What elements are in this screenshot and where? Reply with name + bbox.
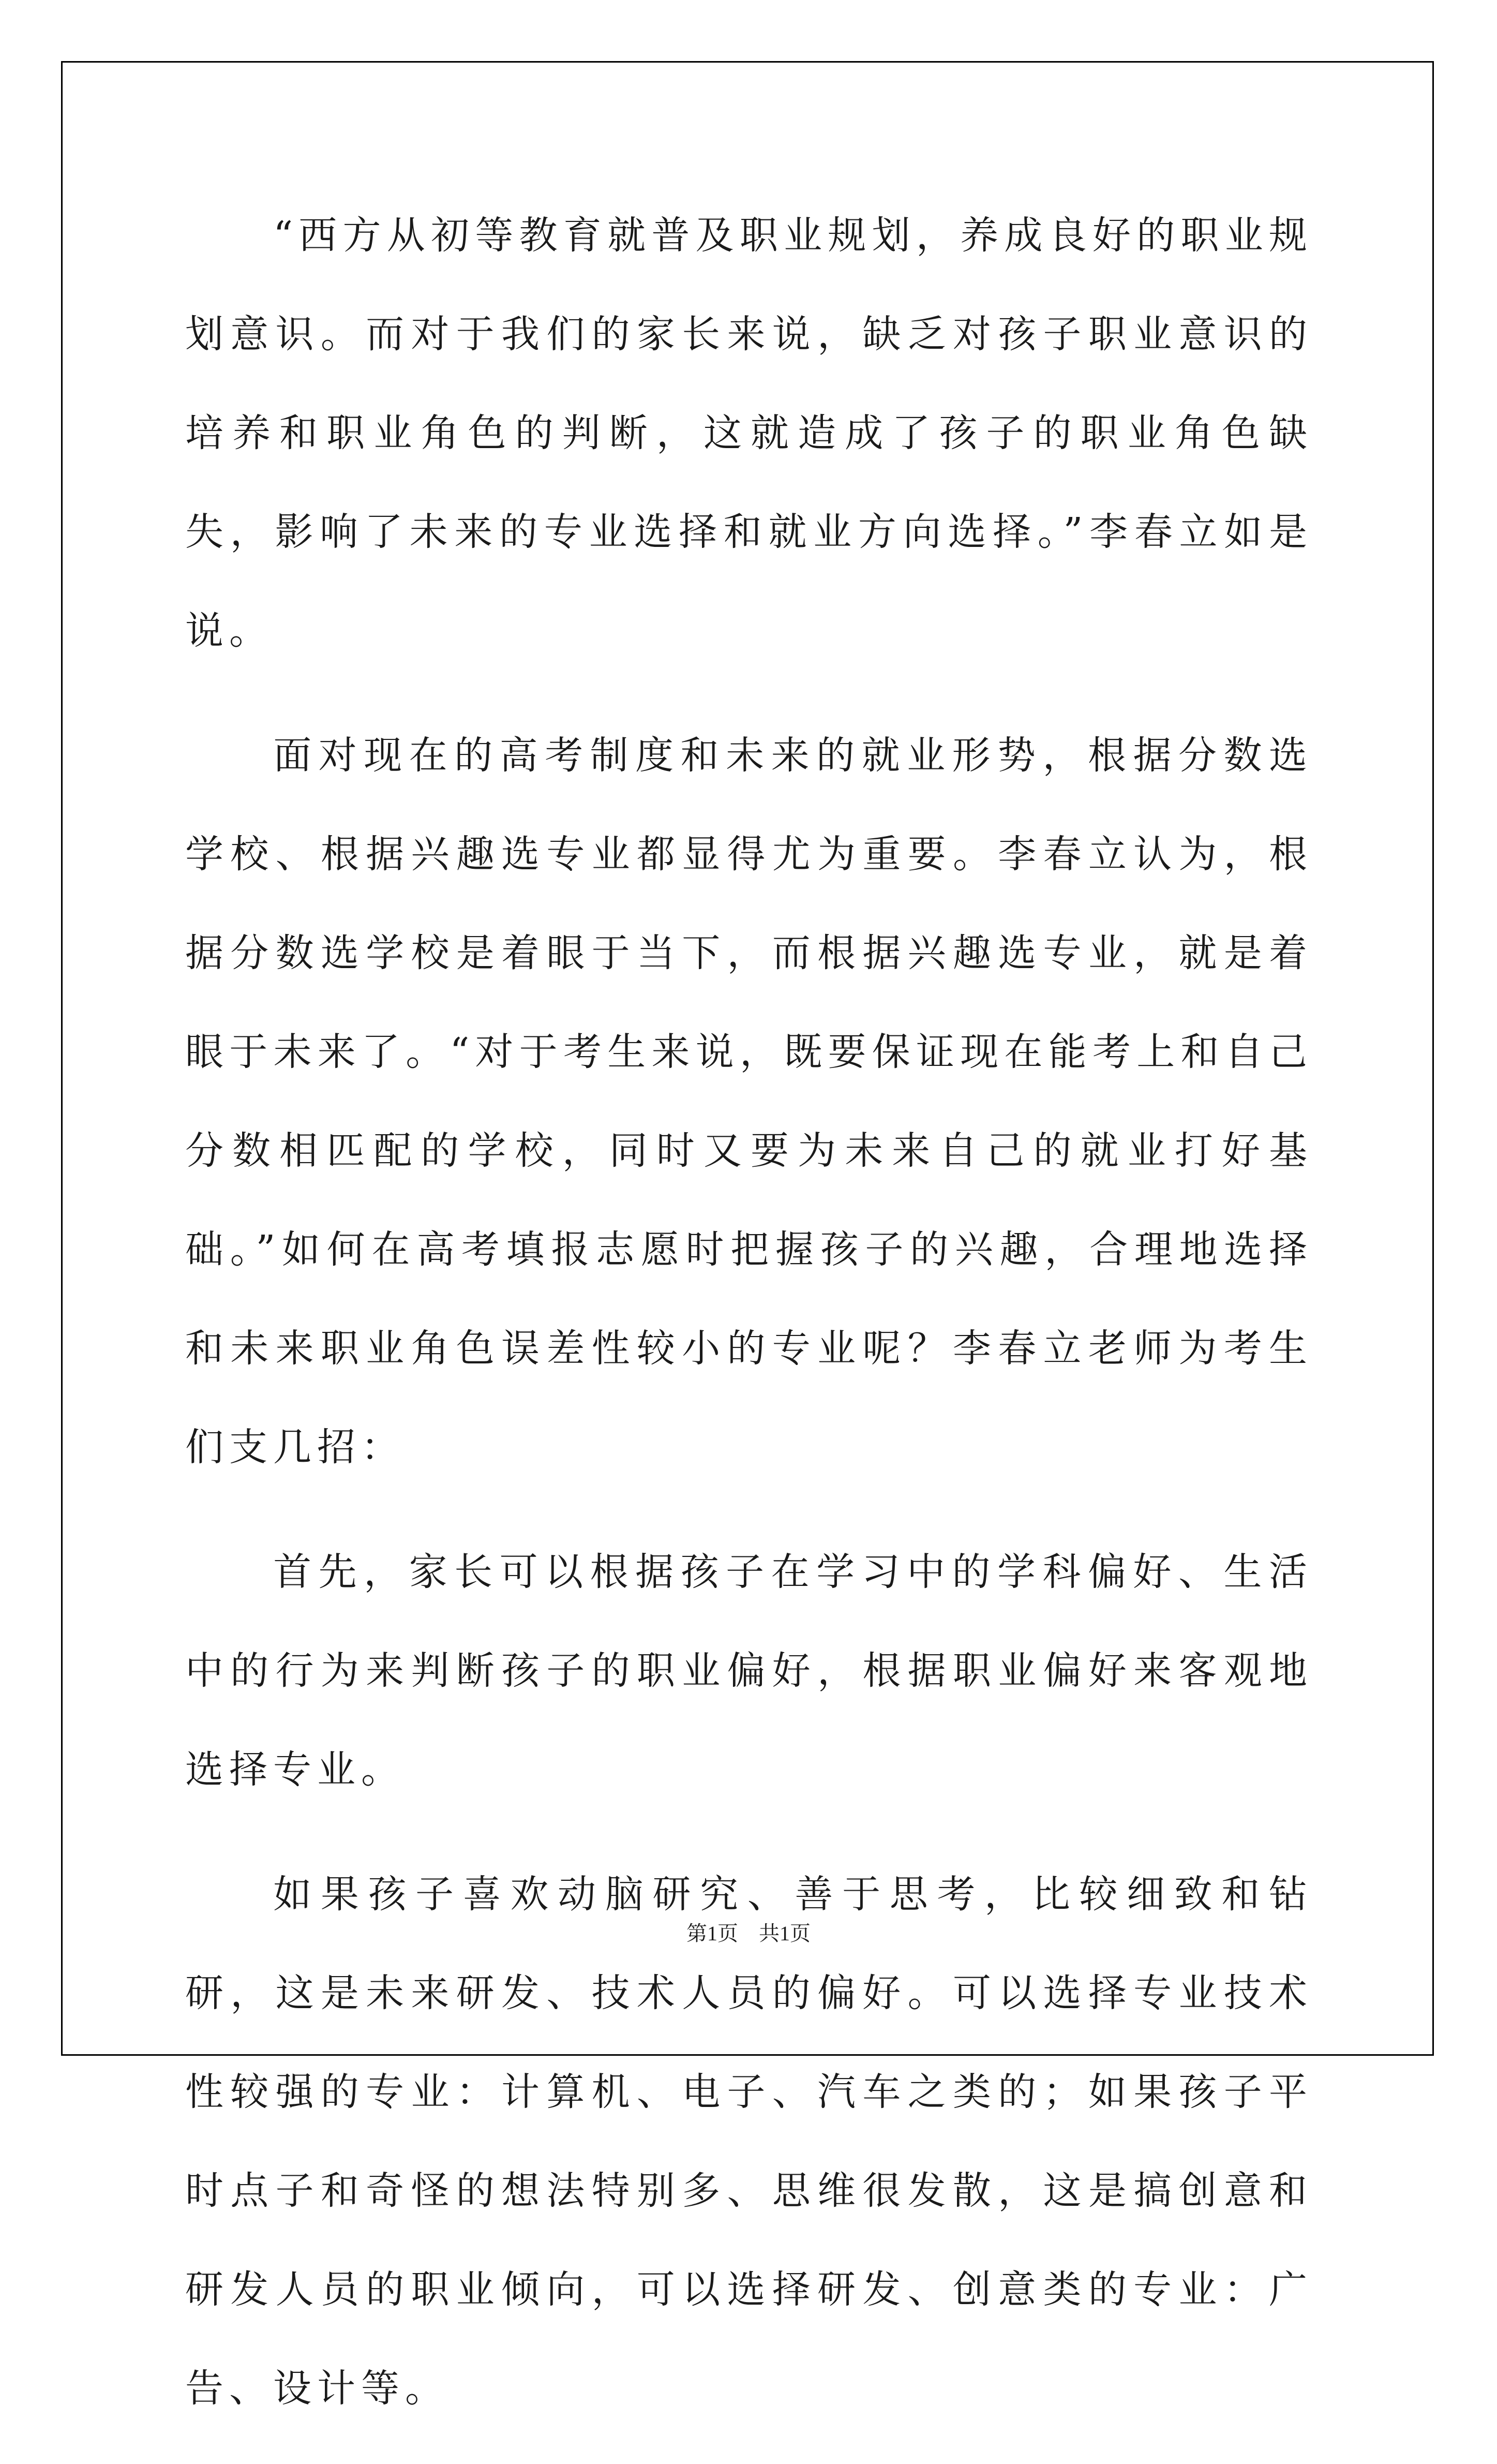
paragraph-1: “西方从初等教育就普及职业规划，养成良好的职业规划意识。而对于我们的家长来说，缺乏对孩子职业意识的培养和职业角色的判断，这就造成了孩子的职业角色缺失，影响了未来的专业选择和就业方向选择。”李春立如是说。 — [185, 213, 1313, 653]
page-number: 第1页 共1页 — [686, 1922, 811, 1945]
document-body — [185, 186, 1313, 2464]
paragraph-4: 如果孩子喜欢动脑研究、善于思考，比较细致和钻研，这是未来研发、技术人员的偏好。可以选择专业技术性较强的专业：计算机、电子、汽车之类的；如果孩子平时点子和奇怪的想法特别多、思维很发散，这是搞创意和研发人员的职业倾向，可以选择研发、创意类的专业：广告、设计等。 — [185, 1872, 1313, 2411]
paragraph-3: 首先，家长可以根据孩子在学习中的学科偏好、生活中的行为来判断孩子的职业偏好，根据职业偏好来客观地选择专业。 — [185, 1550, 1313, 1792]
paragraph-2: 面对现在的高考制度和未来的就业形势，根据分数选学校、根据兴趣选专业都显得尤为重要。李春立认为，根据分数选学校是着眼于当下，而根据兴趣选专业，就是着眼于未来了。“对于考生来说，既要保证现在能考上和自己分数相匹配的学校，同时又要为未来自己的就业打好基础。”如何在高考填报志愿时把握孩子的兴趣，合理地选择和未来职业角色误差性较小的专业呢？李春立老师为考生们支几招： — [185, 733, 1313, 1470]
